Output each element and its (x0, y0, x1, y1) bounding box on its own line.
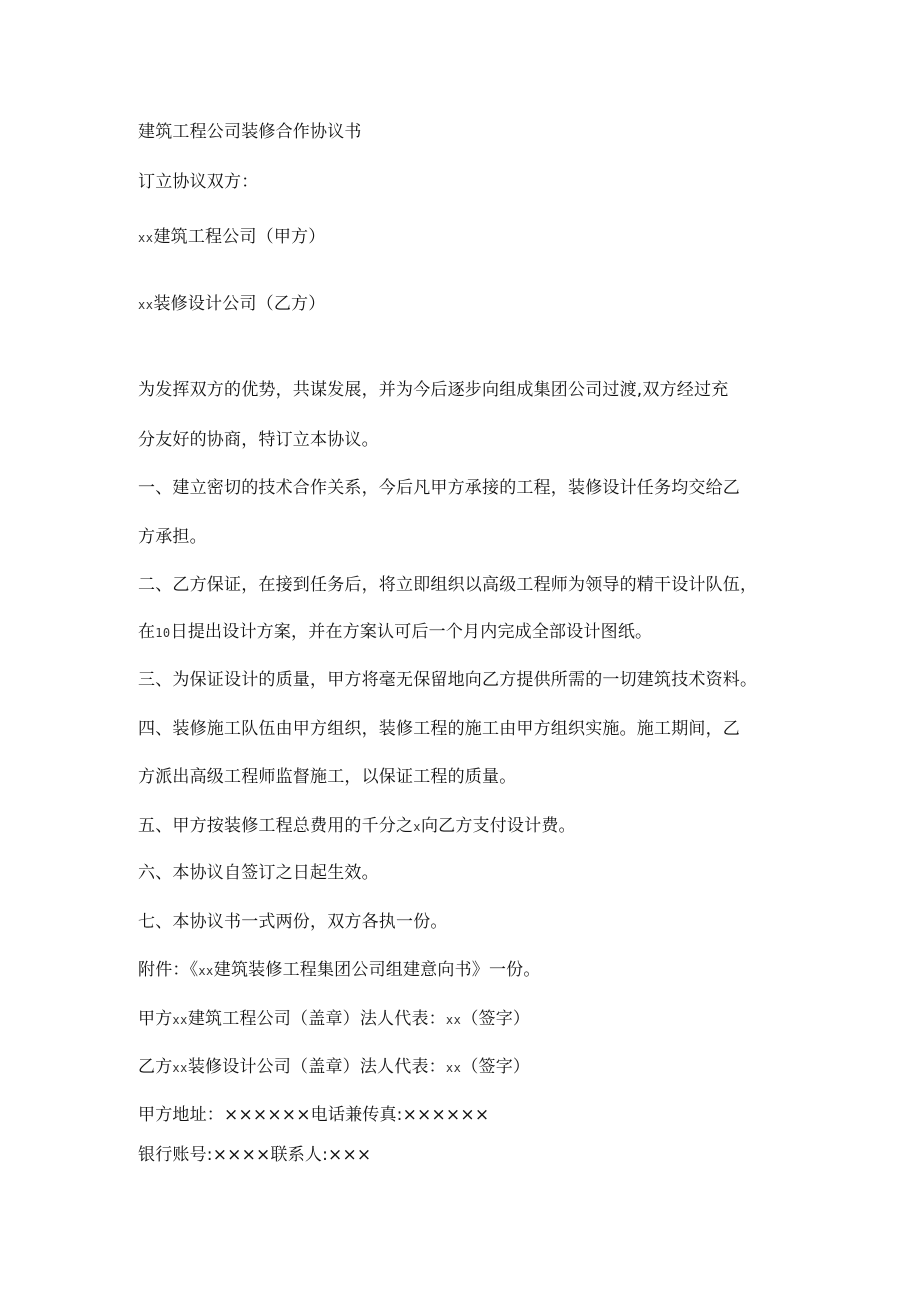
attachment-post: 建筑装修工程集团公司组建意向书》一份。 (213, 960, 541, 980)
preamble-line-2: 分友好的协商，特订立本协议。 (138, 430, 379, 450)
clause-2-post: 日提出设计方案，并在方案认可后一个月内完成全部设计图纸。 (170, 622, 653, 642)
clause-5-pre: 五、甲方按装修工程总费用的千分之 (138, 816, 414, 836)
clause-6: 六、本协议自签订之日起生效。 (138, 863, 379, 883)
clause-2-days: 10 (155, 626, 171, 640)
preamble-line-1: 为发挥双方的优势，共谋发展，并为今后逐步向组成集团公司过渡,双方经过充 (138, 380, 729, 400)
party-b-line (138, 292, 325, 317)
attachment-xx: xx (198, 964, 214, 978)
clause-5-x: x (413, 820, 421, 834)
sign-b-xx: xx (172, 1061, 188, 1075)
clause-3: 三、为保证设计的质量，甲方将毫无保留地向乙方提供所需的一切建筑技术资料。 (138, 670, 758, 690)
clause-2-line-1: 二、乙方保证，在接到任务后，将立即组织以高级工程师为领导的精干设计队伍， (138, 575, 758, 595)
attachment-pre: 附件：《 (138, 960, 199, 980)
clause-2-pre: 在 (138, 622, 156, 642)
sign-b-mid: 装修设计公司（盖章）法人代表： (187, 1057, 446, 1077)
party-a-prefix: xx (138, 231, 154, 245)
clause-5-post: 向乙方支付设计费。 (420, 816, 576, 836)
sign-b-rep: xx (445, 1061, 462, 1075)
sign-b-pre: 乙方 (138, 1057, 173, 1077)
clause-5 (138, 814, 576, 839)
clause-7: 七、本协议书一式两份，双方各执一份。 (138, 912, 448, 932)
clause-4-line-1: 四、装修施工队伍由甲方组织，装修工程的施工由甲方组织实施。施工期间，乙 (138, 719, 740, 739)
sign-b-post: （签字） (461, 1057, 531, 1077)
bank-line: 银行账号:××××联系人:××× (138, 1145, 372, 1165)
sign-a-rep: xx (445, 1013, 462, 1027)
clause-4-line-2: 方派出高级工程师监督施工，以保证工程的质量。 (138, 767, 517, 787)
address-line: 甲方地址：××××××电话兼传真:×××××× (138, 1105, 490, 1125)
clause-1-line-2: 方承担。 (138, 527, 207, 547)
sign-a-post: （签字） (461, 1009, 531, 1029)
sign-a-pre: 甲方 (138, 1009, 173, 1029)
signature-party-a (138, 1007, 530, 1032)
party-a-line (138, 225, 325, 250)
attachment-line (138, 958, 541, 983)
party-a-name: 建筑工程公司（甲方） (153, 227, 326, 247)
signature-party-b (138, 1055, 530, 1080)
party-b-prefix: xx (138, 298, 154, 312)
parties-heading: 订立协议双方： (138, 172, 259, 192)
document-title: 建筑工程公司装修合作协议书 (138, 122, 362, 142)
party-b-name: 装修设计公司（乙方） (153, 294, 326, 314)
clause-1-line-1: 一、建立密切的技术合作关系，今后凡甲方承接的工程，装修设计任务均交给乙 (138, 478, 740, 498)
sign-a-mid: 建筑工程公司（盖章）法人代表： (187, 1009, 446, 1029)
sign-a-xx: xx (172, 1013, 188, 1027)
clause-2-line-2 (138, 620, 652, 645)
